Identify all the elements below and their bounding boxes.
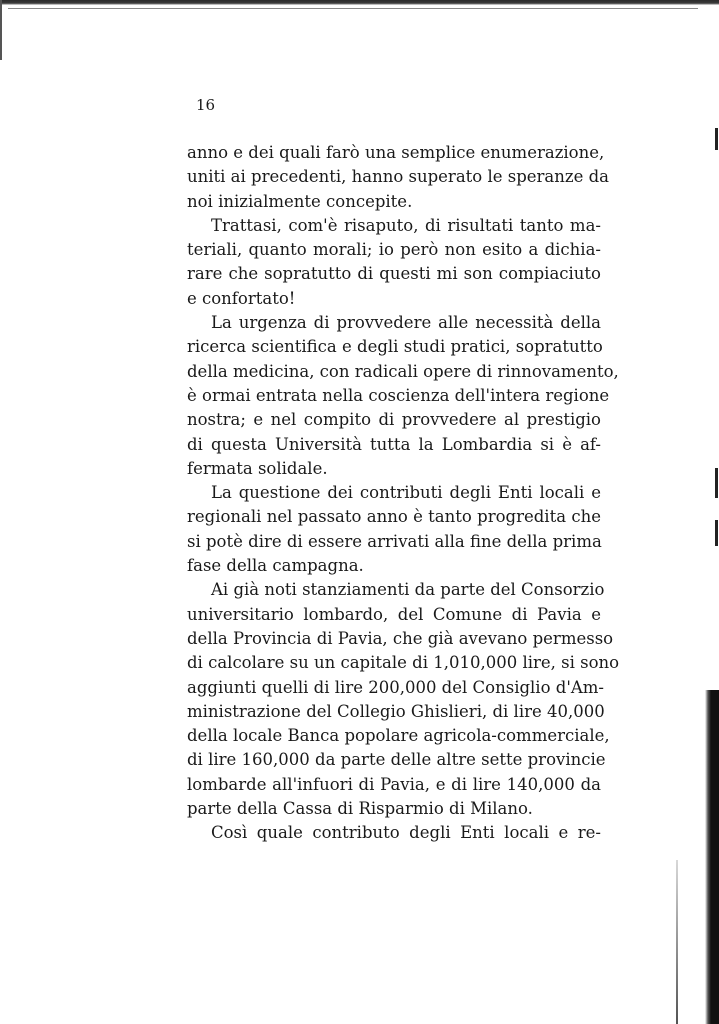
- scan-right-mark: [715, 520, 718, 546]
- text-line: fase della campagna.: [187, 556, 364, 576]
- scan-top-edge: [0, 0, 719, 5]
- scan-right-edge: [705, 690, 719, 1024]
- text-line: ministrazione del Collegio Ghislieri, di lire 40,000: [187, 701, 605, 721]
- scan-right-mark: [715, 128, 718, 150]
- text-line: teriali, quanto morali; io però non esito a dichia-: [187, 240, 601, 260]
- body-text: [187, 141, 620, 846]
- text-line: di questa Università tutta la Lombardia si è af-: [187, 434, 601, 454]
- text-line: parte della Cassa di Risparmio di Milano.: [187, 799, 533, 819]
- text-line: della medicina, con radicali opere di rinnovamento,: [187, 361, 619, 381]
- text-line: nostra; e nel compito di provvedere al prestigio: [187, 410, 601, 430]
- text-line: ricerca scientifica e degli studi pratici, sopratutto: [187, 337, 603, 357]
- scan-right-mark: [715, 468, 718, 498]
- text-line: La questione dei contributi degli Enti locali e: [211, 483, 601, 503]
- text-line: Trattasi, com'è risaputo, di risultati tanto ma-: [211, 215, 601, 235]
- text-line: uniti ai precedenti, hanno superato le speranze da: [187, 167, 609, 187]
- text-line: e confortato!: [187, 288, 296, 308]
- text-line: di calcolare su un capitale di 1,010,000 lire, si sono: [187, 653, 620, 673]
- text-line: della Provincia di Pavia, che già avevano permesso: [187, 628, 614, 648]
- text-line: noi inizialmente concepite.: [187, 191, 413, 211]
- text-line: La urgenza di provvedere alle necessità della: [211, 313, 601, 333]
- text-line: aggiunti quelli di lire 200,000 del Consiglio d'Am-: [187, 677, 604, 697]
- text-line: Ai già noti stanziamenti da parte del Consorzio: [211, 580, 605, 600]
- text-line: si potè dire di essere arrivati alla fine della prima: [187, 531, 602, 551]
- scan-top-rule: [8, 8, 698, 9]
- text-line: regionali nel passato anno è tanto progredita che: [187, 507, 601, 527]
- text-line: di lire 160,000 da parte delle altre sette provincie: [187, 750, 606, 770]
- scan-binding-shadow: [676, 860, 678, 1024]
- text-line: universitario lombardo, del Comune di Pavia e: [187, 604, 601, 624]
- text-line: della locale Banca popolare agricola-commerciale,: [187, 726, 610, 746]
- text-line: Così quale contributo degli Enti locali e re-: [211, 823, 601, 843]
- text-line: lombarde all'infuori di Pavia, e di lire 140,000 da: [187, 774, 601, 794]
- scan-left-edge: [0, 0, 2, 60]
- text-line: rare che sopratutto di questi mi son compiaciuto: [187, 264, 601, 284]
- text-line: anno e dei quali farò una semplice enumerazione,: [187, 143, 605, 162]
- page-number: 16: [196, 96, 216, 114]
- text-line: è ormai entrata nella coscienza dell'intera regione: [187, 385, 610, 405]
- text-line: fermata solidale.: [187, 458, 328, 478]
